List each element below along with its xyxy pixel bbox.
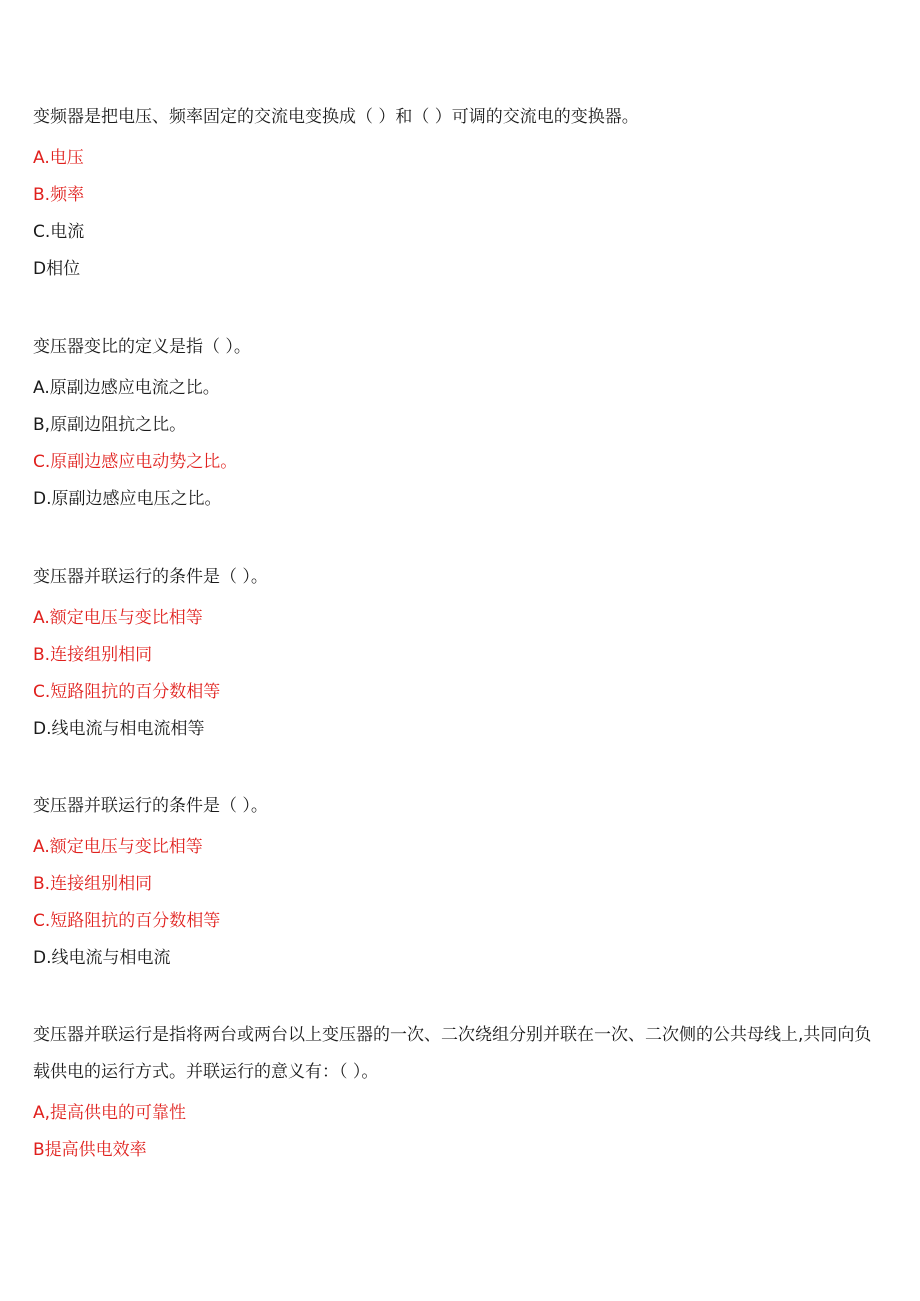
question-stem: 变频器是把电压、频率固定的交流电变换成（ ）和（ ）可调的交流电的变换器。 — [33, 107, 639, 127]
question-4 — [33, 788, 883, 977]
question-stem: 变压器变比的定义是指（ ）。 — [33, 337, 251, 357]
option-c: C.短路阻抗的百分数相等 — [33, 682, 221, 702]
option-b: B.频率 — [33, 185, 85, 205]
question-2 — [33, 329, 883, 518]
option-c: C.电流 — [33, 222, 85, 242]
option-a: A.额定电压与变比相等 — [33, 837, 203, 857]
option-d: D.线电流与相电流相等 — [33, 719, 205, 739]
question-1 — [33, 99, 883, 288]
option-b: B,原副边阻抗之比。 — [33, 415, 187, 435]
option-a: A.原副边感应电流之比。 — [33, 378, 220, 398]
option-d: D.线电流与相电流 — [33, 948, 171, 968]
question-stem: 变压器并联运行的条件是（ ）。 — [33, 567, 268, 587]
option-a: A.电压 — [33, 148, 84, 168]
option-d: D相位 — [33, 259, 81, 279]
question-5 — [33, 1017, 883, 1169]
option-d: D.原副边感应电压之比。 — [33, 489, 222, 509]
option-a: A,提高供电的可靠性 — [33, 1103, 187, 1123]
question-stem: 变压器并联运行的条件是（ ）。 — [33, 796, 268, 816]
option-c: C.原副边感应电动势之比。 — [33, 452, 238, 472]
option-b: B.连接组别相同 — [33, 874, 153, 894]
option-c: C.短路阻抗的百分数相等 — [33, 911, 221, 931]
question-stem: 变压器并联运行是指将两台或两台以上变压器的一次、二次绕组分别并联在一次、二次侧的公共母线上,共同向负载供电的运行方式。并联运行的意义有：（ ）。 — [33, 1025, 872, 1082]
option-a: A.额定电压与变比相等 — [33, 608, 203, 628]
option-b: B.连接组别相同 — [33, 645, 153, 665]
question-3 — [33, 559, 883, 748]
option-b: B提高供电效率 — [33, 1140, 147, 1160]
